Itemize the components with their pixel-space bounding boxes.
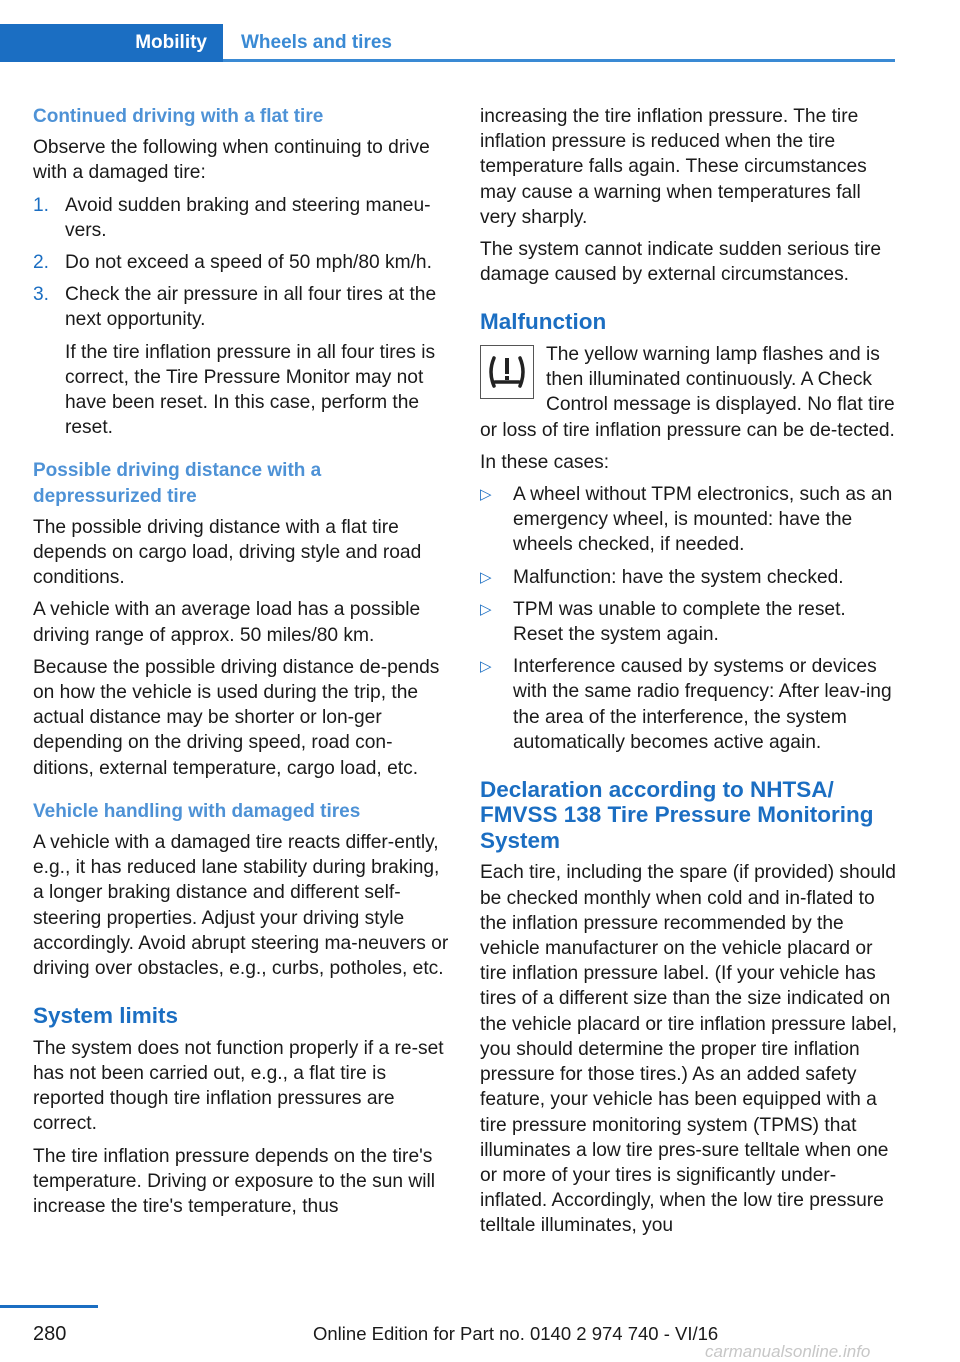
section-title: Wheels and tires	[241, 32, 392, 53]
heading-driving-distance: Possible driving distance with a depressurized tire	[33, 460, 322, 507]
list-item	[480, 565, 898, 590]
triangle-bullet-icon: ▷	[480, 485, 492, 503]
step-number: 1.	[33, 194, 50, 216]
page-header	[0, 24, 895, 62]
cases-list	[480, 482, 898, 755]
case-text: Malfunction: have the system checked.	[513, 566, 844, 588]
case-text: A wheel without TPM electronics, such as an emergency wheel, is mounted: have the wheels checked, if needed.	[513, 483, 893, 556]
header-rule	[223, 59, 895, 62]
footer-rule	[0, 1305, 98, 1308]
paragraph: Because the possible driving distance de‐pends on how the vehicle is used during the trip, the actual distance may be shorter or lon‐ger depending on the driving speed, road con‐ditions, external temperature, cargo load, etc.	[33, 656, 440, 779]
case-text: Interference caused by systems or devices with the same radio frequency: After leav‐ing the area of the interference, the system automatically becomes active again.	[513, 656, 892, 753]
list-item	[480, 597, 898, 647]
case-text: TPM was unable to complete the reset. Reset the system again.	[513, 598, 846, 645]
triangle-bullet-icon: ▷	[480, 568, 492, 586]
malfunction-block	[480, 342, 898, 443]
heading-nhtsa-declaration: Declaration according to NHTSA/ FMVSS 138 Tire Pressure Monitoring System	[480, 776, 874, 853]
paragraph: Observe the following when continuing to drive with a damaged tire:	[33, 137, 430, 184]
paragraph: Each tire, including the spare (if provided) should be checked monthly when cold and in‐flated to the inflation pressure recommended by the vehicle manufacturer on the vehicle placard or tire inflation pressure label. (If your vehicle has tires of a different size than the size indicated on the vehicle placard or tire inflation pressure label, you should determine the proper tire inflation pressure for those tires.) As an added safety feature, your vehicle has been equipped with a tire pressure monitoring system (TPMS) that illuminates a low tire pres‐sure telltale when one or more of your tires is significantly under-inflated. Accordingly, when the low tire pressure telltale illuminates, you	[480, 862, 898, 1237]
paragraph: increasing the tire inflation pressure. The tire inflation pressure is reduced when the tire temperature falls again. These circumstances may cause a warning when temperatures fall very sharply.	[480, 106, 867, 228]
watermark: carmanualsonline.info	[705, 1342, 871, 1361]
list-item	[480, 482, 898, 558]
right-column	[480, 104, 898, 1246]
list-item	[33, 193, 451, 243]
triangle-bullet-icon: ▷	[480, 600, 492, 618]
tire-pressure-warning-icon	[480, 345, 534, 399]
step-text: Check the air pressure in all four tires at the next opportunity.	[65, 284, 437, 331]
page-number: 280	[33, 1323, 67, 1345]
heading-vehicle-handling: Vehicle handling with damaged tires	[33, 800, 361, 822]
paragraph: The tire inflation pressure depends on the tire's temperature. Driving or exposure to the sun will increase the tire's temperature, thus	[33, 1145, 436, 1218]
list-item	[33, 282, 451, 440]
paragraph: The system does not function properly if a re‐set has not been carried out, e.g., a flat tire is reported though tire inflation pressures are correct.	[33, 1037, 444, 1135]
list-item	[480, 654, 898, 755]
paragraph: The system cannot indicate sudden serious tire damage caused by external circumstances.	[480, 239, 882, 286]
left-column	[33, 104, 451, 1226]
paragraph: A vehicle with an average load has a possible driving range of approx. 50 miles/80 km.	[33, 599, 421, 646]
step-note: If the tire inflation pressure in all four tires is correct, the Tire Pressure Monitor may not have been reset. In this case, perform the reset.	[65, 341, 436, 439]
paragraph: In these cases:	[480, 451, 610, 473]
page-footer	[0, 1305, 960, 1362]
chapter-tab: Mobility	[0, 24, 223, 62]
paragraph: A vehicle with a damaged tire reacts differ‐ently, e.g., it has reduced lane stability during braking, a longer braking distance and different self-steering properties. Adjust your driving style accordingly. Avoid abrupt steering ma‐neuvers or driving over obstacles, e.g., curbs, potholes, etc.	[33, 832, 449, 980]
list-item	[33, 250, 451, 275]
heading-continued-driving: Continued driving with a flat tire	[33, 106, 324, 127]
step-number: 2.	[33, 252, 50, 274]
step-number: 3.	[33, 284, 50, 306]
triangle-bullet-icon: ▷	[480, 658, 492, 676]
heading-system-limits: System limits	[33, 1003, 179, 1029]
steps-list	[33, 193, 451, 441]
heading-malfunction: Malfunction	[480, 309, 607, 335]
step-text: Avoid sudden braking and steering maneu‐vers.	[65, 194, 431, 241]
paragraph: The yellow warning lamp flashes and is then illuminated continuously. A Check Control message is displayed. No flat tire or loss of tire inflation pressure can be de‐tected.	[480, 343, 895, 441]
edition-note: Online Edition for Part no. 0140 2 974 740 - VI/16	[313, 1323, 719, 1344]
step-text: Do not exceed a speed of 50 mph/80 km/h.	[65, 252, 432, 274]
paragraph: The possible driving distance with a flat tire depends on cargo load, driving style and road conditions.	[33, 516, 422, 589]
